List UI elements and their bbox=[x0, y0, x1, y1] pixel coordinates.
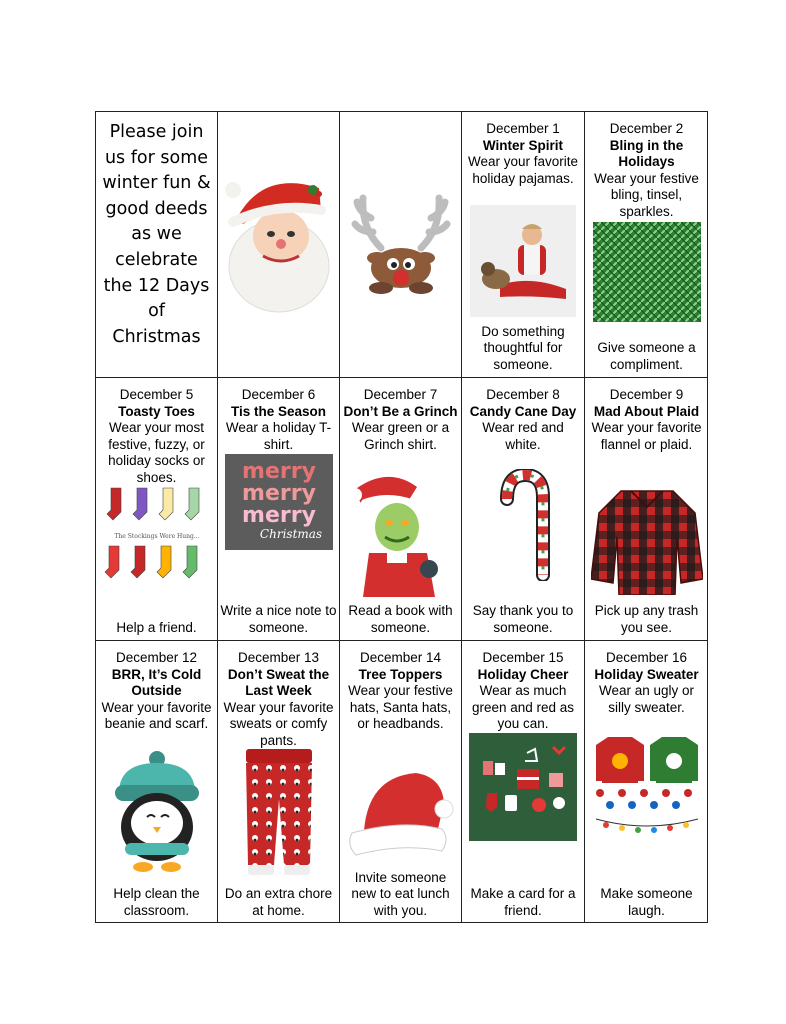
day-description: Wear your favorite beanie and scarf. bbox=[101, 699, 212, 731]
grinch-icon bbox=[347, 469, 455, 597]
stockings-icon bbox=[103, 484, 211, 592]
pajama-photo-icon bbox=[470, 205, 576, 317]
day-cell bbox=[585, 641, 708, 923]
day-description: Wear your festive hats, Santa hats, or headbands. bbox=[348, 683, 453, 731]
day-date: December 5 bbox=[119, 387, 194, 402]
santa-face-icon bbox=[223, 170, 335, 316]
day-description: Wear your favorite flannel or plaid. bbox=[591, 420, 702, 452]
ugly-sweaters-icon bbox=[592, 733, 702, 843]
intro-line: the 12 Days bbox=[103, 275, 210, 296]
day-good-deed: Invite someone new to eat lunch with you. bbox=[351, 869, 450, 918]
penguin-icon bbox=[103, 749, 211, 873]
day-date: December 9 bbox=[609, 387, 684, 402]
day-date: December 2 bbox=[609, 121, 684, 136]
day-cell bbox=[585, 112, 708, 378]
day-description: Wear a holiday T-shirt. bbox=[225, 420, 332, 452]
reindeer-cell bbox=[340, 112, 462, 378]
candy-cane-icon bbox=[493, 469, 553, 581]
day-description: Wear your favorite holiday pajamas. bbox=[467, 154, 579, 186]
intro-line: Christmas bbox=[112, 326, 201, 347]
day-description: Wear as much green and red as you can. bbox=[471, 683, 575, 731]
day-cell bbox=[462, 112, 585, 378]
day-cell bbox=[218, 641, 340, 923]
day-description: Wear red and white. bbox=[482, 420, 564, 452]
day-description: Wear an ugly or silly sweater. bbox=[598, 683, 695, 715]
day-good-deed: Say thank you to someone. bbox=[472, 603, 574, 635]
day-date: December 16 bbox=[605, 650, 688, 665]
day-good-deed: Do an extra chore at home. bbox=[224, 886, 333, 918]
sweatpants-icon bbox=[234, 747, 324, 877]
day-good-deed: Make someone laugh. bbox=[600, 886, 693, 918]
intro-line: as we bbox=[131, 224, 182, 245]
day-good-deed: Write a nice note to someone. bbox=[220, 603, 337, 635]
calendar-grid bbox=[95, 111, 708, 923]
day-theme: BRR, It’s Cold Outside bbox=[111, 666, 202, 698]
day-good-deed: Read a book with someone. bbox=[348, 603, 453, 635]
shirt-text: merry bbox=[241, 459, 316, 484]
day-good-deed: Pick up any trash you see. bbox=[594, 603, 699, 635]
day-theme: Holiday Sweater bbox=[594, 666, 699, 682]
day-date: December 12 bbox=[115, 650, 198, 665]
santa-cell bbox=[218, 112, 340, 378]
intro-line: winter fun & bbox=[102, 173, 211, 194]
day-theme: Bling in the Holidays bbox=[609, 137, 684, 169]
day-good-deed: Help a friend. bbox=[116, 619, 197, 635]
intro-line: Please join bbox=[109, 122, 204, 142]
shirt-text: merry bbox=[241, 481, 316, 506]
day-date: December 7 bbox=[363, 387, 438, 402]
intro-line: of bbox=[148, 301, 165, 322]
reindeer-icon bbox=[351, 188, 451, 296]
day-good-deed: Do something thoughtful for someone. bbox=[481, 323, 565, 372]
santa-hat-icon bbox=[346, 763, 456, 863]
day-description: Wear your festive bling, tinsel, sparkles. bbox=[594, 170, 699, 219]
day-good-deed: Give someone a compliment. bbox=[597, 340, 696, 372]
intro-line: celebrate bbox=[115, 249, 198, 270]
day-theme: Don’t Sweat the Last Week bbox=[227, 666, 330, 698]
day-cell bbox=[340, 641, 462, 923]
day-cell bbox=[96, 378, 218, 641]
day-date: December 1 bbox=[486, 121, 560, 136]
socks-caption: The Stockings Were Hung... bbox=[113, 533, 200, 540]
tinsel-icon bbox=[593, 222, 701, 322]
day-theme: Don’t Be a Grinch bbox=[343, 403, 458, 419]
day-cell bbox=[462, 641, 585, 923]
day-theme: Winter Spirit bbox=[482, 137, 564, 153]
day-date: December 8 bbox=[486, 387, 560, 402]
day-date: December 14 bbox=[359, 650, 442, 665]
intro-cell bbox=[96, 112, 218, 378]
christmas-clipart-icon bbox=[469, 733, 577, 841]
day-theme: Holiday Cheer bbox=[477, 666, 569, 682]
day-theme: Candy Cane Day bbox=[469, 403, 577, 419]
merry-shirt-icon bbox=[225, 454, 333, 550]
intro-line: good deeds bbox=[105, 198, 208, 219]
day-theme: Mad About Plaid bbox=[593, 403, 700, 419]
day-cell bbox=[218, 378, 340, 641]
intro-line: us for some bbox=[104, 147, 209, 168]
shirt-text: merry bbox=[241, 503, 316, 528]
day-date: December 13 bbox=[237, 650, 320, 665]
day-good-deed: Help clean the classroom. bbox=[113, 886, 200, 918]
day-description: Wear your most festive, fuzzy, or holiday socks or shoes. bbox=[108, 420, 205, 485]
day-theme: Tree Toppers bbox=[358, 666, 443, 682]
day-theme: Toasty Toes bbox=[118, 403, 195, 419]
day-theme: Tis the Season bbox=[230, 403, 327, 419]
day-cell bbox=[340, 378, 462, 641]
day-good-deed: Make a card for a friend. bbox=[470, 886, 576, 918]
day-cell bbox=[462, 378, 585, 641]
day-date: December 15 bbox=[482, 650, 564, 665]
day-cell bbox=[585, 378, 708, 641]
day-description: Wear your favorite sweats or comfy pants. bbox=[223, 699, 334, 748]
day-date: December 6 bbox=[241, 387, 316, 402]
day-cell bbox=[96, 641, 218, 923]
day-description: Wear green or a Grinch shirt. bbox=[351, 420, 450, 452]
plaid-shirt-icon bbox=[591, 483, 703, 595]
shirt-text: Christmas bbox=[259, 527, 322, 541]
